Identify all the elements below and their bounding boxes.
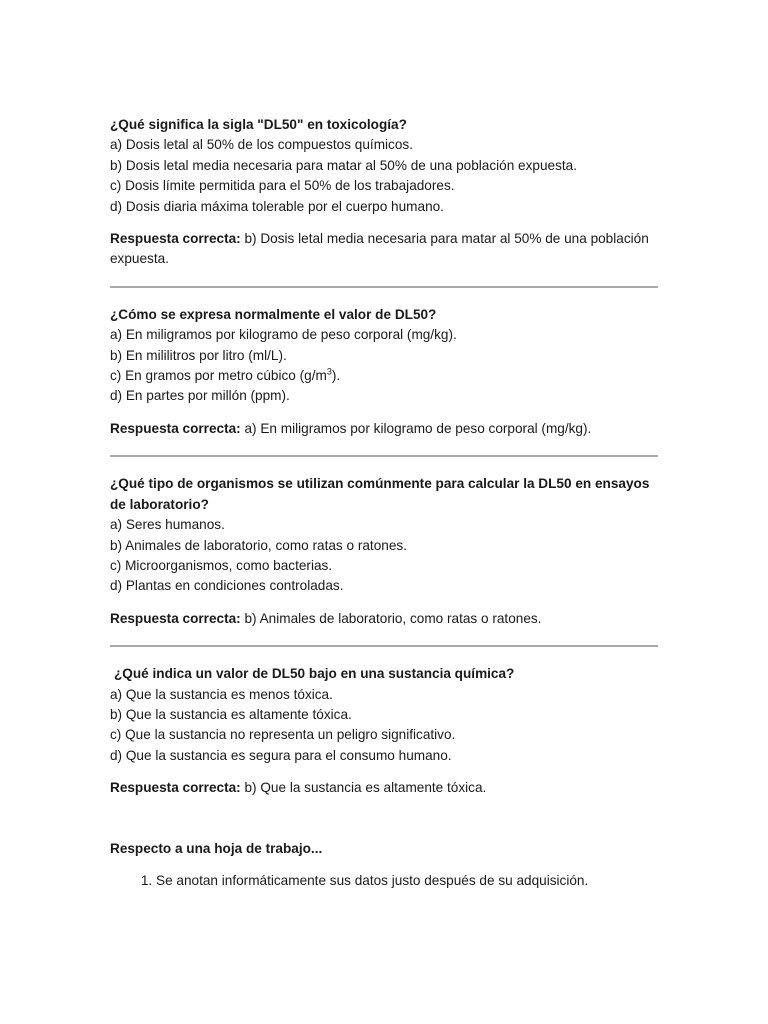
option-d: d) Que la sustancia es segura para el consumo humano. — [110, 747, 452, 763]
answer-label: Respuesta correcta: — [110, 610, 241, 626]
superscript: 3 — [326, 366, 332, 377]
correct-answer — [110, 778, 658, 798]
option-a: a) Seres humanos. — [110, 517, 225, 533]
option-c — [110, 366, 658, 386]
option-c: c) Dosis límite permitida para el 50% de los trabajadores. — [110, 178, 455, 194]
question-block-1 — [110, 115, 658, 270]
question-block-2 — [110, 305, 658, 439]
option-d: d) Dosis diaria máxima tolerable por el cuerpo humano. — [110, 198, 444, 214]
question-text: ¿Cómo se expresa normalmente el valor de DL50? — [110, 306, 437, 322]
section-divider — [110, 286, 658, 288]
option-a: a) Dosis letal al 50% de los compuestos químicos. — [110, 137, 413, 153]
option-c: c) Que la sustancia no representa un peligro significativo. — [110, 727, 456, 743]
document-page — [110, 115, 658, 891]
question-block-4 — [110, 664, 658, 798]
answer-label: Respuesta correcta: — [110, 231, 241, 247]
question-text: ¿Qué tipo de organismos se utilizan comúnmente para calcular la DL50 en ensayos de laboratorio? — [110, 476, 650, 512]
answer-text: b) Que la sustancia es altamente tóxica. — [240, 780, 487, 796]
list-item: 1. Se anotan informáticamente sus datos justo después de su adquisición. — [156, 871, 658, 891]
answer-label: Respuesta correcta: — [110, 420, 241, 436]
option-a: a) En miligramos por kilogramo de peso corporal (mg/kg). — [110, 327, 457, 343]
option-b: b) En mililitros por litro (ml/L). — [110, 347, 287, 363]
answer-text: b) Animales de laboratorio, como ratas o ratones. — [240, 610, 542, 626]
option-c: c) Microorganismos, como bacterias. — [110, 557, 333, 573]
option-c-text: c) En gramos por metro cúbico (g/m — [110, 368, 327, 384]
worksheet-title: Respecto a una hoja de trabajo... — [110, 840, 323, 856]
correct-answer — [110, 229, 658, 270]
question-block-3 — [110, 474, 658, 629]
worksheet-list — [110, 871, 658, 891]
answer-label: Respuesta correcta: — [110, 780, 241, 796]
question-text: ¿Qué significa la sigla "DL50" en toxicología? — [110, 117, 407, 132]
option-b: b) Dosis letal media necesaria para matar al 50% de una población expuesta. — [110, 157, 577, 173]
question-text: ¿Qué indica un valor de DL50 bajo en una sustancia química? — [114, 666, 515, 682]
option-d: d) En partes por millón (ppm). — [110, 388, 290, 404]
option-b: b) Que la sustancia es altamente tóxica. — [110, 706, 352, 722]
correct-answer — [110, 419, 658, 439]
option-b: b) Animales de laboratorio, como ratas o ratones. — [110, 537, 407, 553]
section-divider — [110, 455, 658, 457]
option-a: a) Que la sustancia es menos tóxica. — [110, 686, 333, 702]
section-divider — [110, 645, 658, 647]
answer-text: a) En miligramos por kilogramo de peso corporal (mg/kg). — [240, 420, 592, 436]
correct-answer — [110, 609, 658, 629]
option-d: d) Plantas en condiciones controladas. — [110, 578, 344, 594]
answer-text: b) Dosis letal media necesaria para matar al 50% de una población expuesta. — [110, 231, 649, 267]
option-c-suffix: ). — [331, 368, 341, 384]
